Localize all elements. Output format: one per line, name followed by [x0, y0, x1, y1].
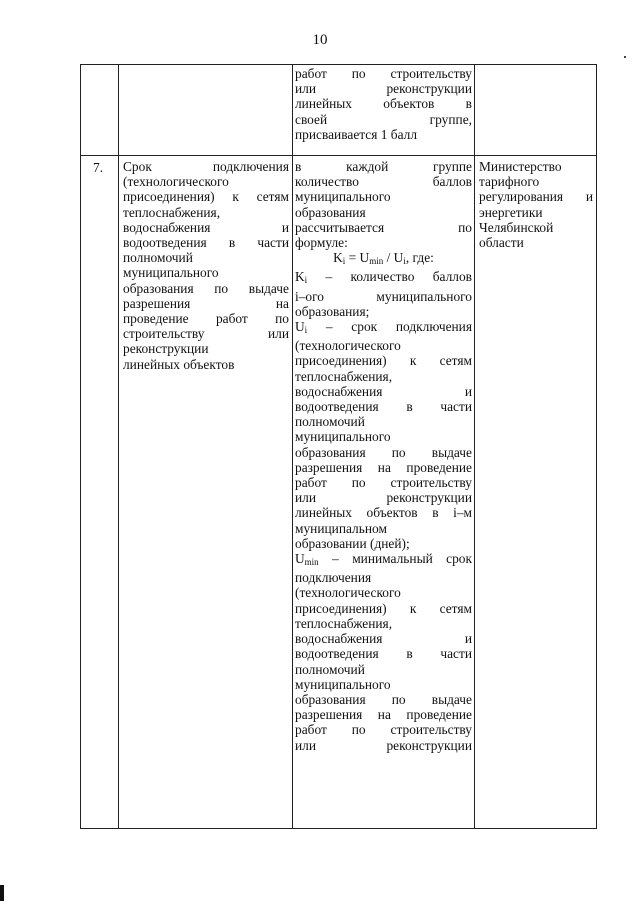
- table-row-7: [81, 156, 597, 829]
- text-line: водоотведения в части: [123, 235, 289, 251]
- text-line: присваивается 1 балл: [295, 126, 418, 142]
- text-line: Министерство: [479, 159, 562, 174]
- text-line: полномочий: [295, 414, 365, 430]
- text-line: количество баллов: [295, 174, 472, 190]
- cell-number: [81, 156, 119, 829]
- text-line: работ по строительству: [295, 66, 472, 81]
- row-number: 7.: [93, 160, 104, 175]
- text-line: проведение работ по: [123, 311, 289, 327]
- text-line: строительству или: [123, 326, 289, 342]
- cell-number-empty: [81, 65, 119, 156]
- page-number: 10: [312, 32, 328, 48]
- text-line: линейных объектов в i–м: [295, 505, 472, 521]
- scan-artifact-tick: [624, 56, 626, 58]
- text-line: теплоснабжения,: [123, 204, 221, 220]
- text-line: (технологического: [295, 585, 401, 601]
- text-line: i–ого муниципального: [295, 288, 472, 304]
- text-line: образования: [295, 204, 366, 220]
- text-line: (технологического: [123, 174, 229, 190]
- definition-k-text: – количество баллов: [307, 269, 472, 285]
- definition-k-sub: i: [304, 275, 308, 286]
- formula-tail: , где:: [405, 250, 434, 266]
- text-line: или реконструкции: [295, 737, 472, 753]
- definition-ui-sub: i: [304, 325, 308, 336]
- text-line: присоединения) к сетям: [295, 353, 472, 369]
- text-line: присоединения) к сетям: [123, 189, 289, 205]
- text-line: или реконструкции: [295, 490, 472, 506]
- text-line: линейных объектов: [123, 356, 235, 372]
- text-line: водоснабжения и: [295, 631, 472, 647]
- definition-k-line: [295, 269, 472, 288]
- table-row-continuation: [81, 65, 597, 156]
- text-line: линейных объектов в: [295, 96, 472, 112]
- formula-k: K: [333, 250, 343, 266]
- text-line: образования по выдаче: [295, 444, 472, 460]
- definition-umin-sub: min: [304, 557, 319, 568]
- definition-umin-line: [295, 551, 472, 570]
- text-line: в каждой группе: [295, 159, 472, 174]
- text-line: муниципального: [295, 676, 391, 692]
- text-line: (технологического: [295, 338, 401, 354]
- formula-k-sub: i: [342, 256, 346, 267]
- text-line: муниципального: [295, 429, 391, 445]
- text-line: работ по строительству: [295, 722, 472, 738]
- definition-ui-symbol: U: [295, 319, 305, 335]
- definition-umin-text: – минимальный срок: [318, 551, 472, 567]
- text-line: водоснабжения и: [295, 383, 472, 399]
- definition-ui-line: [295, 319, 472, 338]
- text-line: теплоснабжения,: [295, 368, 393, 384]
- text-line: образования;: [295, 303, 370, 319]
- cell-responsible-body: [475, 156, 597, 829]
- text-line: муниципального: [123, 265, 219, 281]
- text-line: водоотведения в части: [295, 646, 472, 662]
- text-line: своей группе,: [295, 111, 472, 127]
- text-line: полномочий: [295, 661, 365, 677]
- definition-umin-symbol: U: [295, 551, 305, 567]
- indicators-table: [80, 64, 597, 829]
- text-line: разрешения на проведение: [295, 459, 472, 475]
- text-line: Срок подключения: [123, 159, 289, 174]
- text-line: полномочий: [123, 250, 193, 266]
- cell-responsible-empty: [475, 65, 597, 156]
- text-line: области: [479, 235, 524, 251]
- formula-min-sub: min: [369, 256, 384, 267]
- formula-ui-sub: i: [403, 256, 406, 267]
- cell-calculation-method: [293, 156, 475, 829]
- text-line: водоотведения в части: [295, 399, 472, 415]
- formula-eq: = U: [345, 250, 370, 266]
- definition-k-symbol: K: [295, 269, 305, 285]
- text-line: регулирования и: [479, 189, 593, 205]
- text-line: разрешения на: [123, 295, 289, 311]
- text-line: тарифного: [479, 174, 540, 190]
- cell-indicator-empty: [119, 65, 293, 156]
- text-line: или реконструкции: [295, 81, 472, 97]
- scan-artifact-mark: [0, 885, 4, 901]
- text-line: образования по выдаче: [123, 280, 289, 296]
- cell-method-continuation: [293, 65, 475, 156]
- text-line: подключения: [295, 570, 372, 586]
- text-line: работ по строительству: [295, 475, 472, 491]
- formula-div: / U: [383, 250, 404, 266]
- text-line: разрешения на проведение: [295, 707, 472, 723]
- text-line: присоединения) к сетям: [295, 600, 472, 616]
- text-line: формуле:: [295, 235, 348, 251]
- text-line: теплоснабжения,: [295, 615, 393, 631]
- text-line: муниципальном: [295, 520, 387, 536]
- text-line: энергетики: [479, 204, 543, 220]
- text-line: образования по выдаче: [295, 691, 472, 707]
- text-line: реконструкции: [123, 341, 209, 357]
- text-line: рассчитывается по: [295, 219, 472, 235]
- text-line: Челябинской: [479, 219, 554, 235]
- formula: [295, 250, 472, 269]
- text-line: образовании (дней);: [295, 535, 410, 551]
- text-line: муниципального: [295, 189, 391, 205]
- definition-ui-text: – срок подключения: [307, 319, 472, 335]
- cell-indicator: [119, 156, 293, 829]
- text-line: водоснабжения и: [123, 219, 289, 235]
